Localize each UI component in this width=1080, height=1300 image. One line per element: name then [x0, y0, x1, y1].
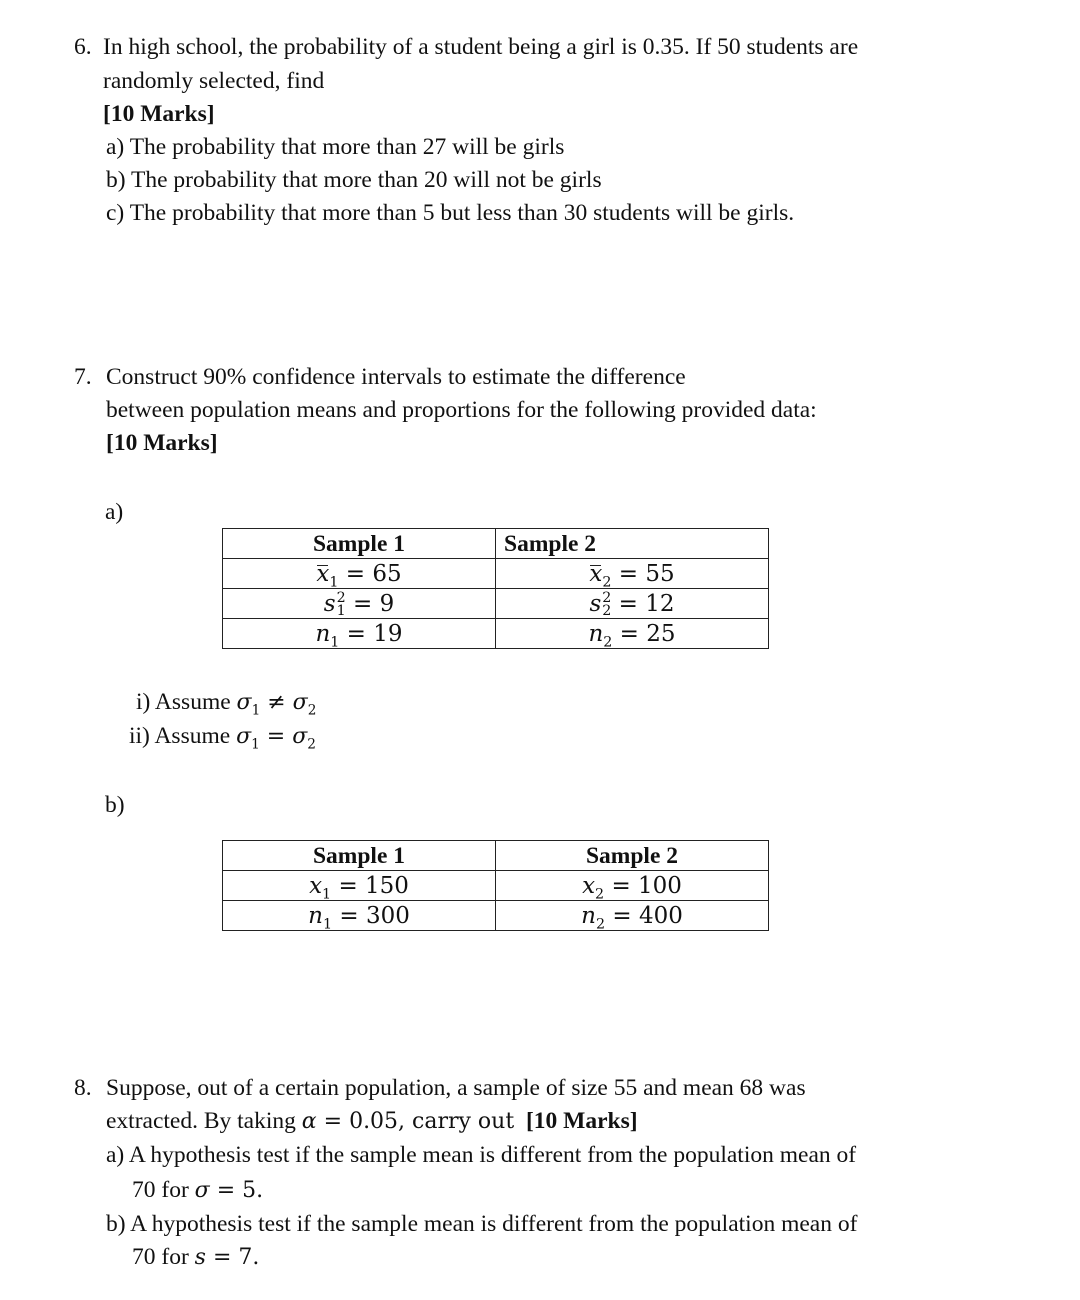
q7-part-a-label: a)	[105, 499, 124, 525]
table-row	[223, 901, 769, 931]
table-row	[223, 619, 769, 649]
table-a-cell-n1: $n_1 = 19$	[223, 619, 496, 649]
table-a-header-row	[223, 529, 769, 559]
table-a-cell-var1: s 2 1 = 9	[223, 589, 496, 619]
table-a-cell-n2: $n_2 = 25$	[496, 619, 769, 649]
q6-line2: randomly selected, find	[103, 68, 325, 94]
q6-part-b: b) The probability that more than 20 will not be girls	[106, 167, 602, 193]
q8-marks: [10 Marks]	[525, 1108, 638, 1134]
q6-marks: [10 Marks]	[103, 101, 215, 127]
q6-number: 6.	[74, 34, 92, 60]
q6-line1: In high school, the probability of a student being a girl is 0.35. If 50 students are	[103, 34, 859, 60]
table-a-cell-mean1: $x_1 = 65$	[223, 559, 496, 589]
q8-part-a-line1: a) A hypothesis test if the sample mean is different from the population mean of	[106, 1142, 857, 1168]
q7-line2: between population means and proportions for the following provided data:	[106, 397, 817, 423]
q8-part-b-line2: 70 for s = 7.	[132, 1244, 260, 1270]
q6-part-a: a) The probability that more than 27 will be girls	[106, 134, 565, 160]
q8-line2: extracted. By taking α = 0.05, carry out [10 Marks]	[106, 1108, 638, 1134]
table-row	[223, 589, 769, 619]
table-a-header-sample1: Sample 1	[223, 529, 496, 559]
assumption-i: i) Assume $\sigma_1 \ne \sigma_2$	[136, 689, 317, 719]
table-b-cell-x2: $x_2 = 100$	[496, 871, 769, 901]
q8-part-b-line1: b) A hypothesis test if the sample mean is different from the population mean of	[106, 1211, 858, 1237]
assumption-ii: ii) Assume $\sigma_1 = \sigma_2$	[129, 723, 316, 753]
table-b-header-row	[223, 841, 769, 871]
table-a	[222, 528, 769, 649]
q7-line1: Construct 90% confidence intervals to estimate the difference	[106, 364, 686, 390]
q8-line1: Suppose, out of a certain population, a sample of size 55 and mean 68 was	[106, 1075, 806, 1101]
table-b	[222, 840, 769, 931]
q6-part-c: c) The probability that more than 5 but less than 30 students will be girls.	[106, 200, 795, 226]
q8-part-a-line2: 70 for σ = 5.	[132, 1177, 264, 1203]
q7-marks: [10 Marks]	[106, 430, 218, 456]
table-b-cell-x1: $x_1 = 150$	[223, 871, 496, 901]
q8-number: 8.	[74, 1075, 92, 1101]
table-row	[223, 559, 769, 589]
table-a-header-sample2: Sample 2	[496, 529, 769, 559]
table-b-header-sample2: Sample 2	[496, 841, 769, 871]
table-b-cell-n1: $n_1 = 300$	[223, 901, 496, 931]
table-a-cell-var2: s 2 2 = 12	[496, 589, 769, 619]
q7-part-b-label: b)	[105, 792, 125, 818]
table-b-header-sample1: Sample 1	[223, 841, 496, 871]
table-a-cell-mean2: $x_2 = 55$	[496, 559, 769, 589]
table-b-cell-n2: $n_2 = 400$	[496, 901, 769, 931]
q7-number: 7.	[74, 364, 92, 390]
table-row	[223, 871, 769, 901]
